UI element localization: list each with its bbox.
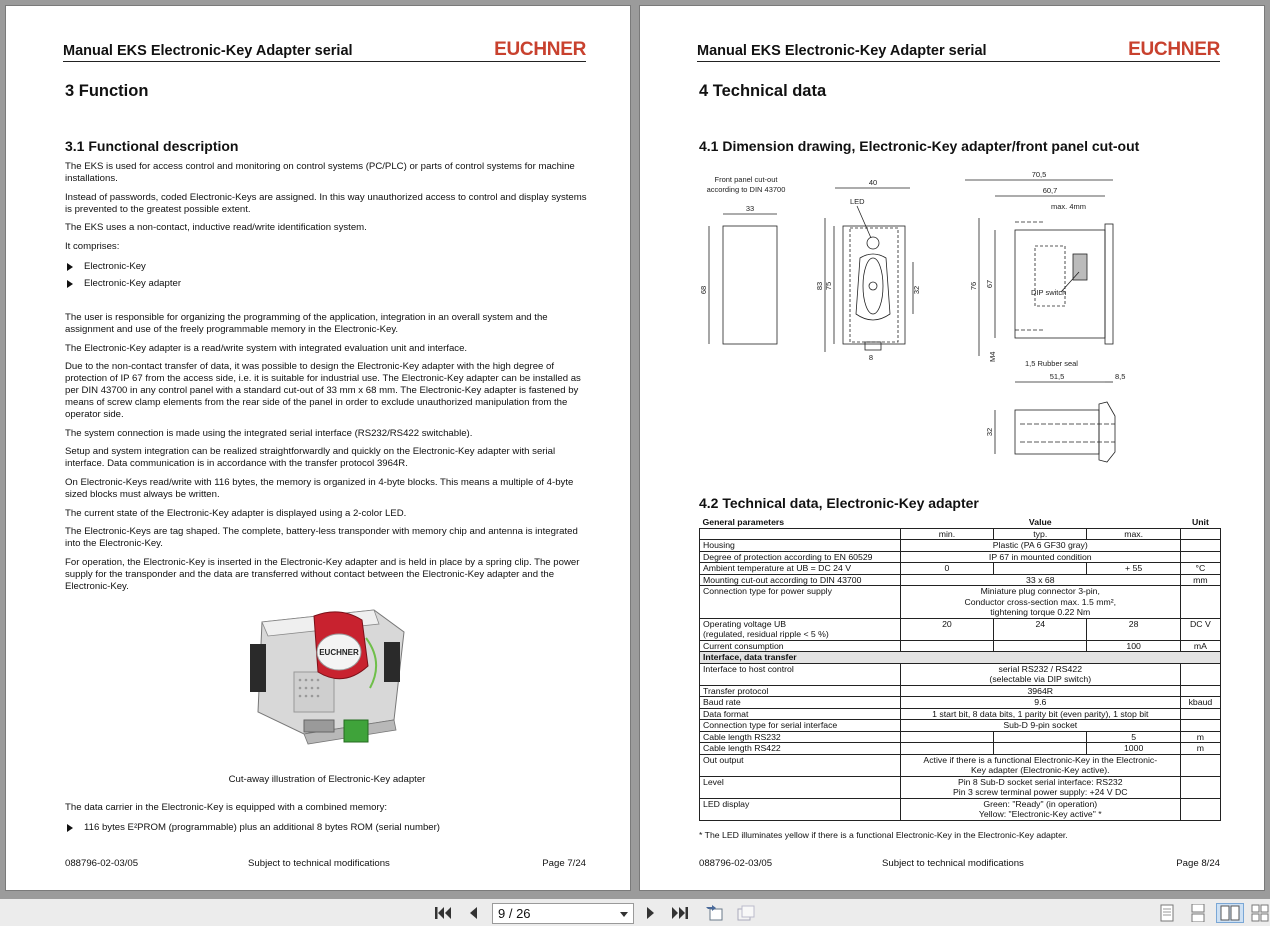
row-unit — [1180, 540, 1220, 552]
next-page-button[interactable] — [640, 903, 662, 923]
two-page-continuous-icon — [1251, 904, 1269, 922]
row-label: Cable length RS422 — [700, 743, 901, 755]
last-page-button[interactable] — [668, 903, 692, 923]
illustration-caption: Cut-away illustration of Electronic-Key adapter — [228, 774, 426, 785]
paragraph: The Electronic-Key adapter is a read/write system with integrated evaluation unit and interface. — [65, 342, 468, 354]
bullet-item: Electronic-Key adapter — [65, 278, 589, 290]
continuous-view-button[interactable] — [1187, 903, 1209, 923]
row-label: Transfer protocol — [700, 685, 901, 697]
footer-doc-number: 088796-02-03/05 — [699, 858, 773, 869]
table-section-interface — [700, 652, 1221, 664]
back-view-icon — [703, 904, 725, 922]
row-value: Sub-D 9-pin socket — [900, 720, 1180, 732]
col-header-value: Value — [900, 517, 1180, 528]
next-page-icon — [645, 905, 657, 921]
row-min: 0 — [900, 563, 993, 575]
page-number-field[interactable] — [492, 903, 634, 924]
row-unit — [1180, 776, 1220, 798]
row-label: LED display — [700, 798, 901, 820]
table-body-interface — [700, 663, 1221, 820]
footer-note: Subject to technical modifications — [248, 858, 390, 869]
col-header-unit: Unit — [1180, 517, 1220, 528]
table-row — [700, 551, 1221, 563]
row-min: 20 — [900, 618, 993, 640]
paragraph: It comprises: — [65, 240, 120, 252]
page-header — [63, 40, 586, 62]
row-unit: mA — [1180, 640, 1220, 652]
paragraph: For operation, the Electronic-Key is inserted in the Electronic-Key adapter and is held in place by a spring clip. The power supply for the transponder and the data are transferred without contact between the Electronic-Key adapter and the Electronic-Key. — [65, 556, 580, 592]
row-max: 1000 — [1087, 743, 1180, 755]
table-row — [700, 776, 1221, 798]
table-row — [700, 798, 1221, 820]
dim-8-5: 8,5 — [1115, 372, 1126, 381]
technical-data-table — [699, 517, 1221, 821]
page-number-value: 9 / 26 — [498, 906, 531, 921]
row-label: Cable length RS232 — [700, 731, 901, 743]
table-footnote: * The LED illuminates yellow if there is a functional Electronic-Key in the Electronic-Key adapter. — [699, 830, 1068, 840]
two-page-view-button[interactable] — [1216, 903, 1244, 923]
dim-60-7: 60,7 — [1042, 186, 1058, 195]
col-header-min: min. — [900, 528, 993, 540]
paragraph: The current state of the Electronic-Key adapter is displayed using a 2-color LED. — [65, 507, 407, 519]
footer-note: Subject to technical modifications — [882, 858, 1024, 869]
row-unit: DC V — [1180, 618, 1220, 640]
two-page-icon — [1220, 905, 1240, 921]
row-value: Miniature plug connector 3-pin, Conductor cross-section max. 1.5 mm², tightening torque 0.22 Nm — [900, 586, 1180, 619]
previous-page-icon — [467, 905, 479, 921]
row-value: 9.6 — [900, 697, 1180, 709]
row-value: Green: "Ready" (in operation) Yellow: "Electronic-Key active" * — [900, 798, 1180, 820]
row-unit: m — [1180, 731, 1220, 743]
row-max: 28 — [1087, 618, 1180, 640]
col-header-max: max. — [1087, 528, 1180, 540]
document-page-7 — [5, 5, 631, 891]
row-unit — [1180, 798, 1220, 820]
paragraph: On Electronic-Keys read/write with 116 bytes, the memory is organized in 4-byte blocks. This means a multiple of 4-byte sized blocks must always be written. — [65, 476, 574, 500]
dim-68: 68 — [699, 285, 708, 295]
subsection-heading-functional-description: 3.1 Functional description — [65, 138, 239, 154]
row-label: Data format — [700, 708, 901, 720]
dim-40: 40 — [868, 178, 878, 187]
header-title: Manual EKS Electronic-Key Adapter serial — [63, 43, 353, 59]
header-title: Manual EKS Electronic-Key Adapter serial — [697, 43, 987, 59]
section-heading-technical-data: 4 Technical data — [699, 82, 827, 100]
row-label: Housing — [700, 540, 901, 552]
row-min — [900, 640, 993, 652]
dim-m4: M4 — [988, 351, 997, 362]
viewer-toolbar — [0, 899, 1270, 926]
table-row — [700, 663, 1221, 685]
col-header-parameters: General parameters — [700, 517, 901, 528]
continuous-page-icon — [1191, 904, 1205, 922]
row-label: Out output — [700, 754, 901, 776]
dim-51-5: 51,5 — [1049, 372, 1065, 381]
document-page-8 — [639, 5, 1265, 891]
row-label: Ambient temperature at UB = DC 24 V — [700, 563, 901, 575]
table-row — [700, 618, 1221, 640]
blank-cell — [1180, 528, 1220, 540]
subsection-heading-technical-data-adapter: 4.2 Technical data, Electronic-Key adapter — [699, 495, 979, 511]
row-unit: mm — [1180, 574, 1220, 586]
row-unit — [1180, 586, 1220, 619]
row-label: Connection type for power supply — [700, 586, 901, 619]
col-header-typ: typ. — [994, 528, 1087, 540]
adapter-illustration — [244, 602, 414, 747]
bullet-item: 116 bytes E²PROM (programmable) plus an additional 8 bytes ROM (serial number) — [65, 822, 589, 834]
dim-76: 76 — [969, 281, 978, 291]
dim-75: 75 — [824, 281, 833, 291]
last-page-icon — [671, 905, 689, 921]
row-label: Connection type for serial interface — [700, 720, 901, 732]
single-page-view-button[interactable] — [1156, 903, 1178, 923]
previous-page-button[interactable] — [462, 903, 484, 923]
cutout-label-1: Front panel cut-out — [714, 175, 778, 184]
paragraph: Setup and system integration can be realized straightforwardly and quickly on the Electronic-Key adapter with serial interface. Data communication is in accordance with the transfer protocol 3964R. — [65, 446, 556, 470]
row-unit: m — [1180, 743, 1220, 755]
go-back-view-button[interactable] — [702, 903, 726, 923]
table-row — [700, 731, 1221, 743]
row-label: Mounting cut-out according to DIN 43700 — [700, 574, 901, 586]
footer-page-number: Page 7/24 — [542, 858, 586, 869]
dim-67: 67 — [985, 279, 994, 289]
single-page-icon — [1160, 904, 1174, 922]
row-value: 33 x 68 — [900, 574, 1180, 586]
table-row — [700, 574, 1221, 586]
rubber-seal-label: 1,5 Rubber seal — [1025, 359, 1078, 368]
first-page-icon — [434, 905, 452, 921]
row-typ — [994, 563, 1087, 575]
row-value: 3964R — [900, 685, 1180, 697]
forward-view-icon — [735, 904, 757, 922]
row-max: + 55 — [1087, 563, 1180, 575]
row-label: Baud rate — [700, 697, 901, 709]
footer-page-number: Page 8/24 — [1176, 858, 1220, 869]
table-row — [700, 743, 1221, 755]
row-min — [900, 743, 993, 755]
paragraph: The system connection is made using the integrated serial interface (RS232/RS422 switchable). — [65, 427, 473, 439]
led-label: LED — [850, 197, 865, 206]
table-row — [700, 685, 1221, 697]
bullet-item: Electronic-Key — [65, 261, 589, 273]
dim-32-bottom: 32 — [985, 427, 994, 437]
row-unit — [1180, 708, 1220, 720]
dip-switch-label: DIP switch — [1031, 288, 1067, 297]
row-max: 100 — [1087, 640, 1180, 652]
paragraph: Due to the non-contact transfer of data, it was possible to design the Electronic-Key adapter with the high degree of protection of IP 67 from the access side, i.e. it is suitable for industrial use. The Electronic-Key adapter can be installed as per DIN 43700 in any control panel with a standard cut-out of 33 mm x 68 mm. The Electronic-Key adapter is fastened by means of screw clamp elements from the rear side of the panel in order to exclude unauthorized manipulation from the operator side. — [65, 361, 581, 421]
dim-32: 32 — [912, 285, 921, 295]
table-row — [700, 697, 1221, 709]
table-body-general — [700, 540, 1221, 652]
row-value: Plastic (PA 6 GF30 gray) — [900, 540, 1180, 552]
dim-70-5: 70,5 — [1031, 170, 1047, 179]
dim-max-4mm: max. 4mm — [1051, 202, 1087, 211]
row-label: Interface to host control — [700, 663, 901, 685]
dimension-drawing — [695, 166, 1235, 466]
euchner-logo: EUCHNER — [494, 39, 586, 60]
row-typ — [994, 640, 1087, 652]
body-text-block-1 — [65, 161, 589, 296]
table-row — [700, 708, 1221, 720]
paragraph: The data carrier in the Electronic-Key is equipped with a combined memory: — [65, 802, 388, 813]
row-value: Pin 8 Sub-D socket serial interface: RS232 Pin 3 screw terminal power supply: +24 V DC — [900, 776, 1180, 798]
paragraph: The Electronic-Keys are tag shaped. The complete, battery-less transponder with memory chip and antenna is integrated into the Electronic-Key. — [65, 526, 578, 550]
row-value: serial RS232 / RS422 (selectable via DIP switch) — [900, 663, 1180, 685]
blank-cell — [700, 528, 901, 540]
footer-doc-number: 088796-02-03/05 — [65, 858, 139, 869]
table-row — [700, 586, 1221, 619]
dim-8: 8 — [868, 353, 874, 362]
dim-33: 33 — [745, 204, 755, 213]
row-unit — [1180, 720, 1220, 732]
row-label: Current consumption — [700, 640, 901, 652]
two-page-continuous-button[interactable] — [1250, 903, 1270, 923]
section-heading-function: 3 Function — [65, 82, 149, 100]
table-row — [700, 563, 1221, 575]
row-unit: °C — [1180, 563, 1220, 575]
section-row-interface: Interface, data transfer — [700, 652, 1221, 664]
row-unit — [1180, 685, 1220, 697]
row-label: Level — [700, 776, 901, 798]
row-typ — [994, 743, 1087, 755]
paragraph: The user is responsible for organizing the programming of the application, integration in an overall system and the assignment and use of the freely programmable memory in the Electronic-Key. — [65, 312, 548, 335]
key-logo-text: EUCHNER — [319, 648, 359, 657]
row-label: Operating voltage UB (regulated, residual ripple < 5 %) — [700, 618, 901, 640]
cutout-label-2: according to DIN 43700 — [706, 185, 786, 194]
paragraph: The EKS is used for access control and monitoring on control systems (PC/PLC) or parts of control systems for machine installations. — [65, 161, 575, 184]
row-value: Active if there is a functional Electronic-Key in the Electronic- Key adapter (Electronic-Key active). — [900, 754, 1180, 776]
row-unit — [1180, 663, 1220, 685]
row-value: IP 67 in mounted condition — [900, 551, 1180, 563]
row-value: 1 start bit, 8 data bits, 1 parity bit (even parity), 1 stop bit — [900, 708, 1180, 720]
row-label: Degree of protection according to EN 60529 — [700, 551, 901, 563]
page-header — [697, 40, 1220, 62]
row-unit: kbaud — [1180, 697, 1220, 709]
table-row — [700, 640, 1221, 652]
table-row — [700, 540, 1221, 552]
chevron-down-icon[interactable] — [620, 912, 628, 917]
first-page-button[interactable] — [432, 903, 454, 923]
row-typ: 24 — [994, 618, 1087, 640]
paragraph: The EKS uses a non-contact, inductive read/write identification system. — [65, 222, 367, 234]
row-unit — [1180, 754, 1220, 776]
row-typ — [994, 731, 1087, 743]
euchner-logo: EUCHNER — [1128, 39, 1220, 60]
dim-83: 83 — [815, 281, 824, 291]
go-forward-view-button[interactable] — [734, 903, 758, 923]
body-text-block-3 — [65, 802, 589, 841]
paragraph: Instead of passwords, coded Electronic-Keys are assigned. In this way unauthorized access to control and display systems is prevented to the greatest possible extent. — [65, 191, 587, 215]
body-text-block-2 — [65, 312, 589, 599]
table-row — [700, 720, 1221, 732]
row-max: 5 — [1087, 731, 1180, 743]
table-row — [700, 754, 1221, 776]
row-min — [900, 731, 993, 743]
subsection-heading-dimension-drawing: 4.1 Dimension drawing, Electronic-Key adapter/front panel cut-out — [699, 138, 1140, 154]
row-unit — [1180, 551, 1220, 563]
